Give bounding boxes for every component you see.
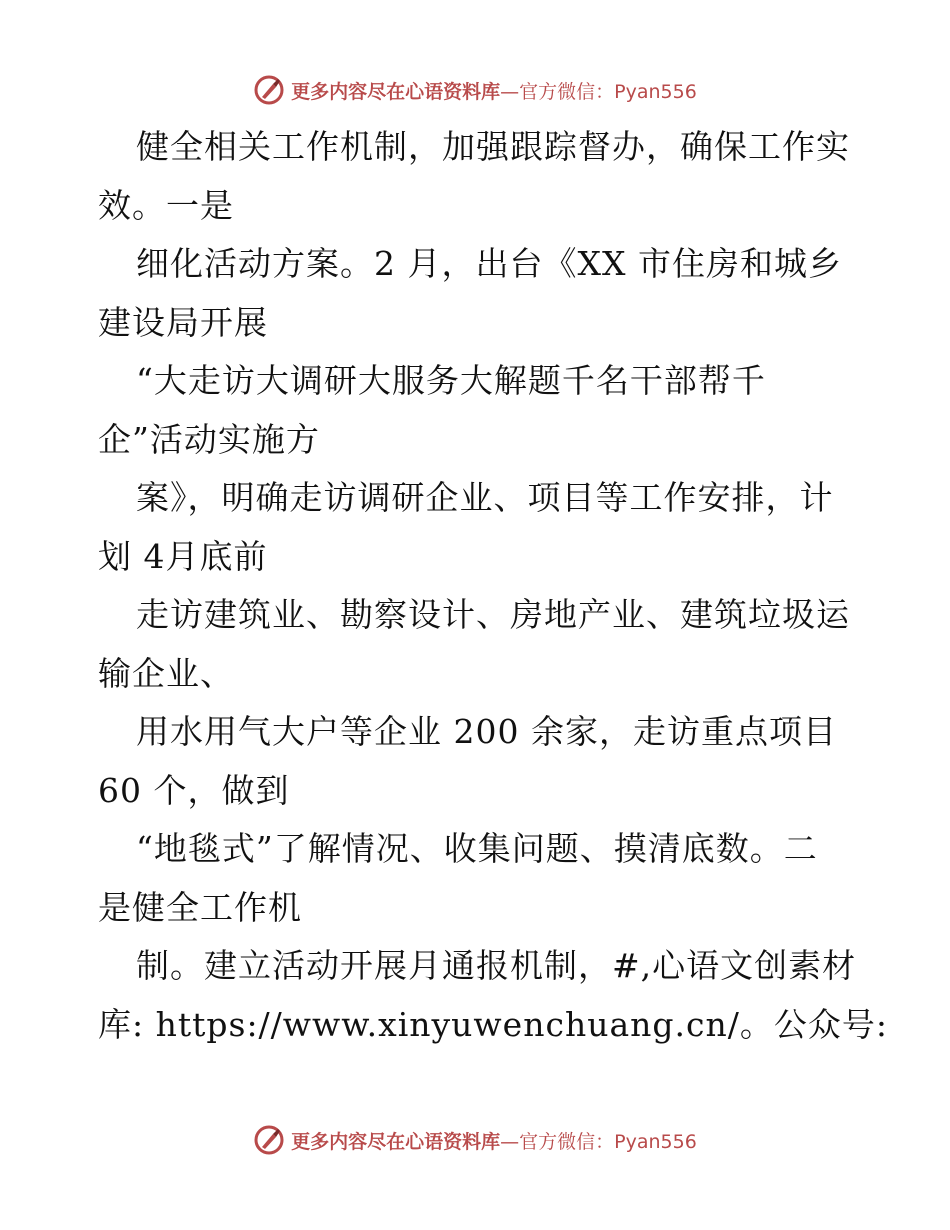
text-line: 效。一是: [98, 185, 234, 225]
header-banner: [0, 70, 950, 110]
text-line: 健全相关工作机制，加强跟踪督办，确保工作实: [136, 127, 850, 166]
banner-main-text: 更多内容尽在心语资料库: [291, 80, 501, 103]
text-line: 输企业、: [98, 653, 234, 693]
text-line: 库: https://www.xinyuwenchuang.cn/。公众号:: [98, 1004, 888, 1044]
text-line: “地毯式”了解情况、收集问题、摸清底数。二: [136, 829, 818, 868]
text-line: 案》，明确走访调研企业、项目等工作安排，计: [136, 478, 834, 517]
text-line: 是健全工作机: [98, 887, 302, 927]
text-line: 细化活动方案。2 月，出台《XX 市住房和城乡: [136, 244, 842, 283]
text-line: 划 4月底前: [98, 536, 268, 576]
text-line: 企”活动实施方: [98, 419, 320, 459]
text-line: 制。建立活动开展月通报机制，#,心语文创素材: [136, 946, 857, 985]
text-line: 建设局开展: [98, 302, 268, 342]
pen-logo-icon: [253, 1124, 285, 1156]
banner-sub-text: —官方微信：Pyan556: [500, 1130, 697, 1153]
text-line: 走访建筑业、勘察设计、房地产业、建筑垃圾运: [136, 595, 850, 634]
banner-sub-text: —官方微信：Pyan556: [500, 80, 697, 103]
text-line: “大走访大调研大服务大解题千名干部帮千: [136, 361, 766, 400]
footer-banner: [0, 1120, 950, 1160]
text-line: 60 个，做到: [98, 770, 290, 810]
text-line: 用水用气大户等企业 200 余家，走访重点项目: [136, 712, 837, 751]
banner-main-text: 更多内容尽在心语资料库: [291, 1130, 501, 1153]
document-body: [98, 118, 888, 1054]
pen-logo-icon: [253, 74, 285, 106]
